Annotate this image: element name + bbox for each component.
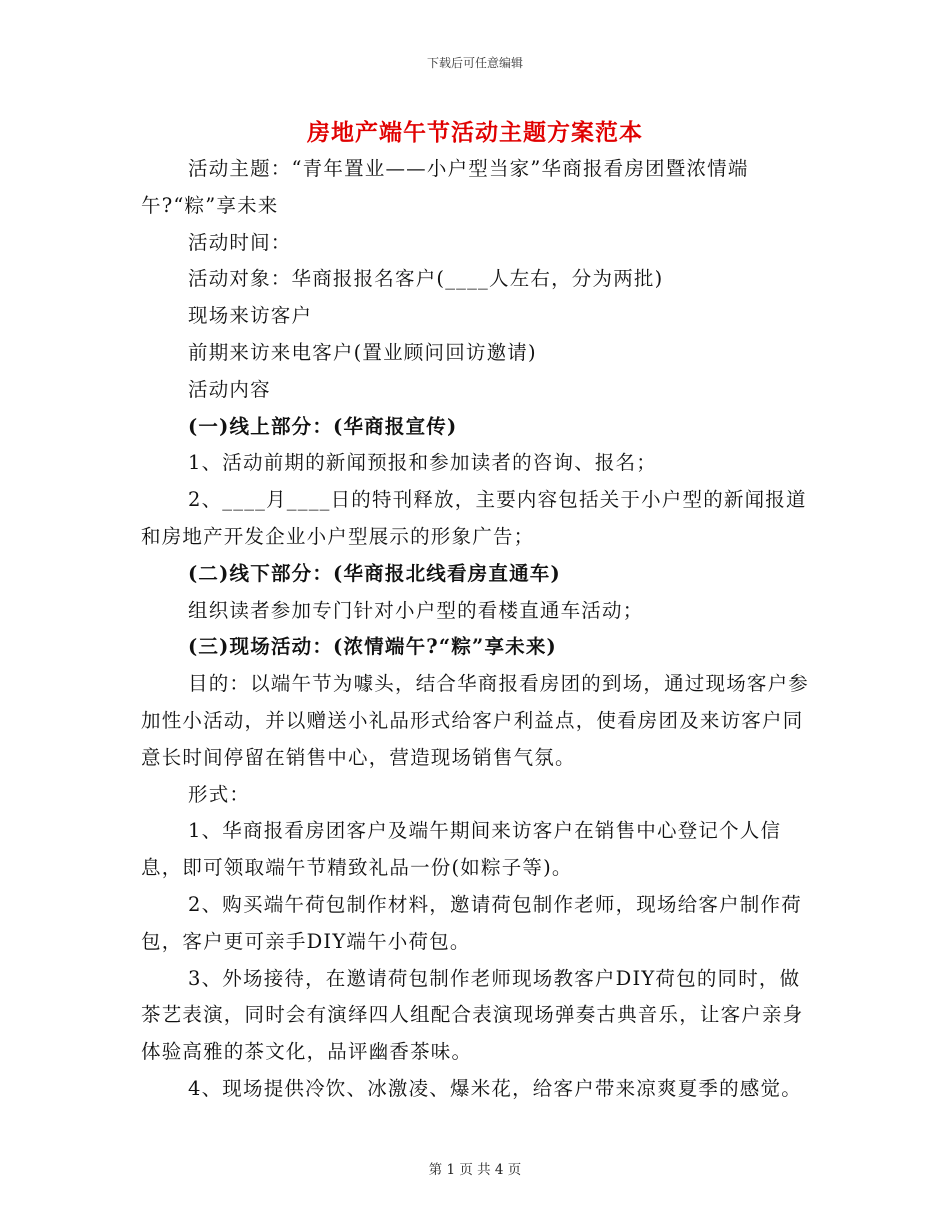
paragraph-prior-visitors: 前期来访来电客户(置业顾问回访邀请)	[188, 340, 537, 364]
paragraph-form-3: 3、外场接待，在邀请荷包制作老师现场教客户DIY荷包的同时，做茶艺表演，同时会有演绎四人组配合表演现场弹奏古典音乐，让客户亲身体验高雅的茶文化，品评幽香茶味。	[141, 966, 804, 1064]
paragraph-online-2: 2、____月____日的特刊释放，主要内容包括关于小户型的新闻报道和房地产开发企业小户型展示的形象广告；	[141, 488, 807, 548]
section-heading-onsite: (三)现场活动：(浓情端午?“粽”享未来)	[188, 635, 557, 659]
header-note: 下载后可任意编辑	[426, 56, 523, 70]
paragraph-purpose: 目的：以端午节为噱头，结合华商报看房团的到场，通过现场客户参加性小活动，并以赠送小礼品形式给客户利益点，使看房团及来访客户同意长时间停留在销售中心，营造现场销售气氛。	[141, 672, 810, 769]
paragraph-form-heading: 形式：	[188, 782, 251, 806]
paragraph-form-2: 2、购买端午荷包制作材料，邀请荷包制作老师，现场给客户制作荷包，客户更可亲手DIY端午小荷包。	[141, 892, 802, 953]
paragraph-form-1: 1、华商报看房团客户及端午期间来访客户在销售中心登记个人信息，即可领取端午节精致礼品一份(如粽子等)。	[141, 819, 782, 880]
paragraph-content-heading: 活动内容	[188, 377, 271, 401]
page-footer: 第 1 页 共 4 页	[428, 1162, 522, 1178]
paragraph-time: 活动时间：	[188, 230, 292, 254]
paragraph-visitors: 现场来访客户	[188, 304, 313, 328]
section-heading-online: (一)线上部分：(华商报宣传)	[188, 414, 458, 438]
paragraph-theme: 活动主题：“青年置业——小户型当家”华商报看房团暨浓情端午?“粽”享未来	[141, 157, 749, 217]
paragraph-online-1: 1、活动前期的新闻预报和参加读者的咨询、报名；	[188, 451, 658, 475]
paragraph-audience: 活动对象：华商报报名客户(____人左右，分为两批)	[188, 267, 664, 291]
section-heading-offline: (二)线下部分：(华商报北线看房直通车)	[188, 561, 561, 585]
paragraph-offline: 组织读者参加专门针对小户型的看楼直通车活动；	[188, 598, 644, 622]
document-body	[141, 151, 821, 1108]
document-title: 房地产端午节活动主题方案范本	[307, 119, 643, 146]
paragraph-form-4: 4、现场提供冷饮、冰激凌、爆米花，给客户带来凉爽夏季的感觉。	[188, 1076, 802, 1100]
